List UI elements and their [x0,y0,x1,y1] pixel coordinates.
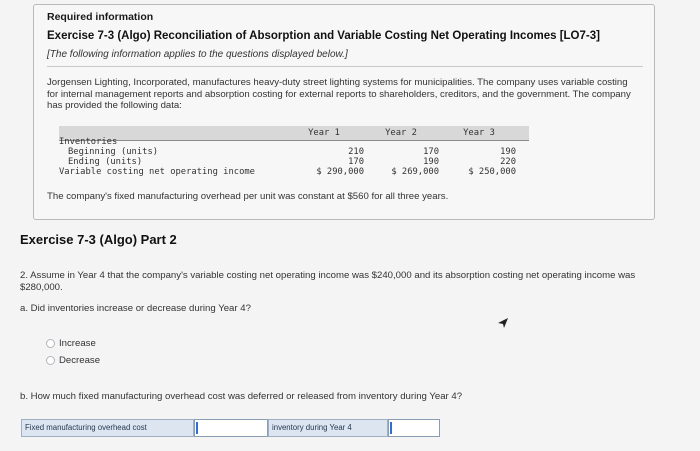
answer-label-2: inventory during Year 4 [268,419,388,437]
mouse-pointer-icon [497,317,509,329]
question-2: 2. Assume in Year 4 that the company's variable costing net operating income was $240,000 and its absorption costing net operating income was $280,000. [20,270,636,293]
cell-value: 170 [348,157,364,167]
question-b: b. How much fixed manufacturing overhead cost was deferred or released from inventory during Year 4? [20,391,463,402]
info-note: [The following information applies to the questions displayed below.] [47,49,348,60]
fixed-overhead-amount-input[interactable] [194,419,268,437]
inventories-label: Inventories [59,137,118,147]
option-label: Decrease [59,354,101,366]
table-row [59,157,529,167]
radio-button[interactable] [46,339,55,348]
text-cursor [196,422,198,434]
row-label: Beginning (units) [68,147,159,157]
answer-label-1: Fixed manufacturing overhead cost [21,419,194,437]
fixed-overhead-note: The company's fixed manufacturing overhead per unit was constant at $560 for all three years. [47,191,449,202]
deferred-released-input[interactable] [388,419,440,437]
required-information-panel [33,4,655,220]
option-decrease[interactable] [46,353,100,367]
table-row [59,167,529,177]
text-cursor [390,422,392,434]
cell-value: 190 [500,147,516,157]
cell-value: 170 [423,147,439,157]
row-label: Variable costing net operating income [59,167,255,177]
exercise-title: Exercise 7-3 (Algo) Reconciliation of Absorption and Variable Costing Net Operating Incomes [LO7-3] [47,30,600,42]
part-title: Exercise 7-3 (Algo) Part 2 [20,232,177,247]
table-section-row [59,137,529,147]
cell-value: 210 [348,147,364,157]
cell-value: 220 [500,157,516,167]
row-label: Ending (units) [68,157,143,167]
cell-value: $ 250,000 [468,167,516,177]
required-information-label: Required information [47,11,154,23]
divider [47,66,643,67]
year-1-header: Year 1 [308,128,340,138]
question-a: a. Did inventories increase or decrease during Year 4? [20,303,251,314]
option-label: Increase [59,337,96,349]
company-description: Jorgensen Lighting, Incorporated, manufactures heavy-duty street lighting systems for municipalities. The company uses variable costing for internal management reports and absorption costing for external reports to shareholders, creditors, and the government. The company has provided the following data: [47,77,631,111]
option-increase[interactable] [46,336,96,350]
table-row [59,147,529,157]
cell-value: $ 290,000 [316,167,364,177]
cell-value: $ 269,000 [391,167,439,177]
cell-value: 190 [423,157,439,167]
year-2-header: Year 2 [385,128,417,138]
year-3-header: Year 3 [463,128,495,138]
radio-button[interactable] [46,356,55,365]
